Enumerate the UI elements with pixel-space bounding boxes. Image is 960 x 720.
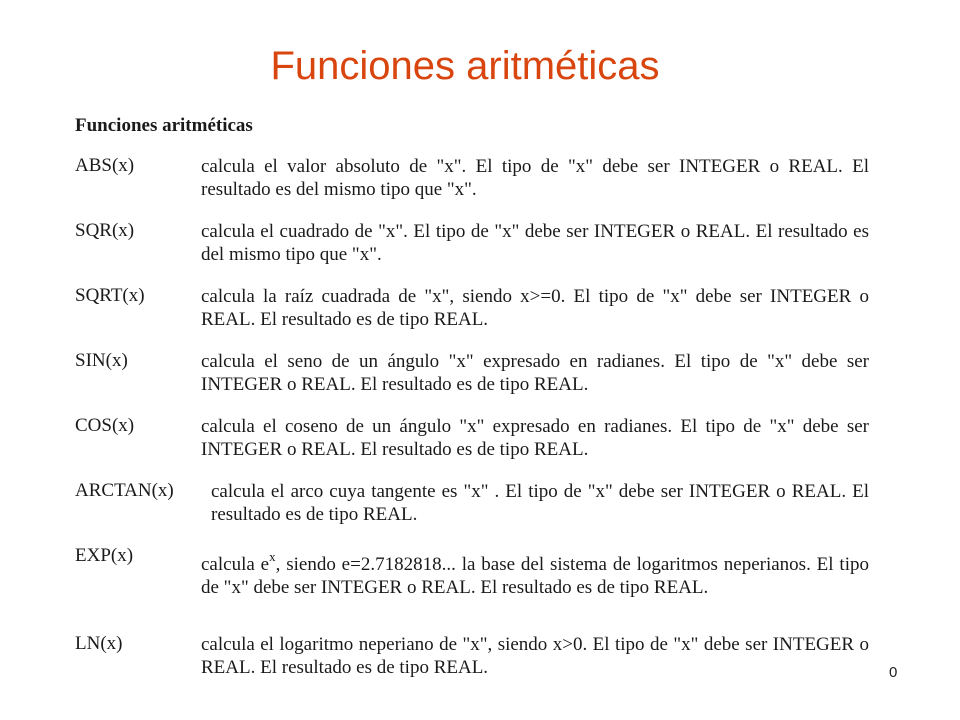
- scanned-document: [70, 108, 870, 680]
- exponent-superscript: x: [269, 549, 276, 564]
- slide-title: Funciones aritméticas: [270, 44, 660, 88]
- function-name: SQR(x): [75, 220, 135, 241]
- description-text: calcula e: [201, 554, 270, 575]
- function-name: EXP(x): [75, 545, 134, 566]
- function-description: calcula el cuadrado de "x". El tipo de "x" debe ser INTEGER o REAL. El resultado es del mismo tipo que "x".: [201, 221, 869, 265]
- function-name: ABS(x): [75, 155, 135, 176]
- function-description: [201, 545, 869, 599]
- function-description: calcula el seno de un ángulo "x" expresado en radianes. El tipo de "x" debe ser INTEGER o REAL. El resultado es de tipo REAL.: [201, 351, 869, 395]
- function-name: ARCTAN(x): [75, 480, 174, 501]
- function-name: SQRT(x): [75, 285, 145, 306]
- document-heading: Funciones aritméticas: [75, 115, 253, 136]
- page-number: 0: [889, 664, 898, 681]
- function-description: calcula el arco cuya tangente es "x" . El tipo de "x" debe ser INTEGER o REAL. El resultado es de tipo REAL.: [211, 481, 869, 525]
- function-name: COS(x): [75, 415, 135, 436]
- function-name: SIN(x): [75, 350, 128, 371]
- function-description: calcula el coseno de un ángulo "x" expresado en radianes. El tipo de "x" debe ser INTEGER o REAL. El resultado es de tipo REAL.: [201, 416, 869, 460]
- function-description: calcula la raíz cuadrada de "x", siendo x>=0. El tipo de "x" debe ser INTEGER o REAL. El resultado es de tipo REAL.: [201, 286, 869, 330]
- description-text: , siendo e=2.7182818... la base del sistema de logaritmos neperianos. El tipo de "x" debe ser INTEGER o REAL. El resultado es de tipo REAL.: [201, 554, 869, 598]
- function-description: calcula el logaritmo neperiano de "x", siendo x>0. El tipo de "x" debe ser INTEGER o REAL. El resultado es de tipo REAL.: [201, 634, 869, 678]
- function-description: calcula el valor absoluto de "x". El tipo de "x" debe ser INTEGER o REAL. El resultado es del mismo tipo que "x".: [201, 156, 869, 200]
- function-name: LN(x): [75, 633, 123, 654]
